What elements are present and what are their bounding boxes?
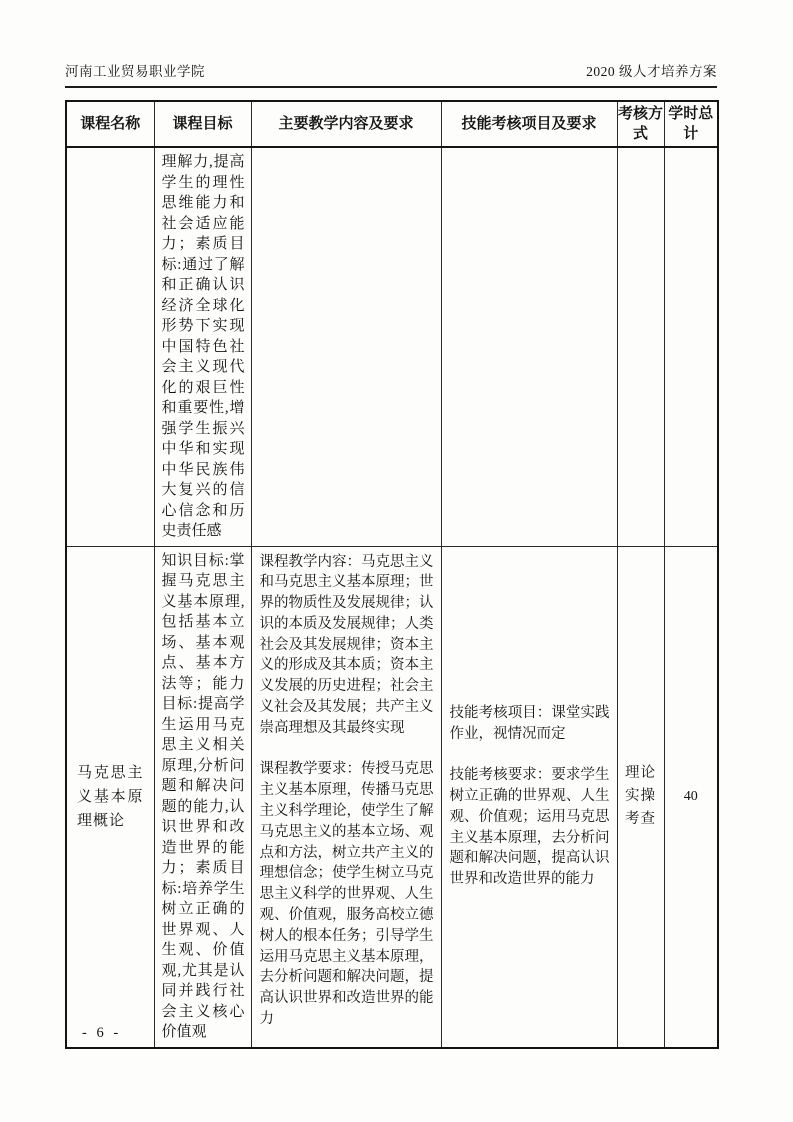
cell-skill-assessment-empty	[441, 147, 617, 546]
cell-total-hours-empty	[664, 147, 718, 546]
cell-skill-assessment	[441, 546, 617, 1048]
course-objectives-text: 理解力,提高学生的理性思维能力和社会适应能力；素质目标:通过了解和正确认识经济全球化形势下实现中国特色社会主义现代化的艰巨性和重要性,增强学生振兴中华和实现中华民族伟大复兴的信心信念和历史责任感	[161, 154, 245, 539]
teaching-content-paragraph: 课程教学内容：马克思主义和马克思主义基本原理；世界的物质性及发展规律；认识的本质及发展规律；人类社会及其发展规律；资本主义的形成及其本质；资本主义发展的历史进程；社会主义社会及其发展；共产主义崇高理想及其最终实现	[259, 553, 434, 736]
cell-teaching-content	[251, 546, 441, 1048]
page-header	[65, 63, 717, 88]
cell-course-objectives	[154, 546, 251, 1048]
teaching-requirements-paragraph: 课程教学要求：传授马克思主义基本原理，传播马克思主义科学理论，使学生了解马克思主义的基本立场、观点和方法，树立共产主义的理想信念；使学生树立马克思主义科学的世界观、人生观、价值观，服务高校立德树人的根本任务；引导学生运用马克思主义基本原理，去分析问题和解决问题，提高认识世界和改造世界的能力	[259, 761, 434, 1028]
assessment-requirements-paragraph: 技能考核要求：要求学生树立正确的世界观、人生观、价值观；运用马克思主义基本原理，去分析问题和解决问题，提高认识世界和改造世界的能力	[449, 767, 610, 888]
col-header-course-name: 课程名称	[66, 101, 154, 147]
cell-course-name	[66, 546, 154, 1048]
cell-assessment-method	[617, 546, 664, 1048]
col-header-skill-assessment: 技能考核项目及要求	[441, 101, 617, 147]
header-school-name: 河南工业贸易职业学院	[65, 64, 205, 79]
cell-assessment-method-empty	[617, 147, 664, 546]
cell-teaching-content-empty	[251, 147, 441, 546]
table-row-continuation	[66, 147, 718, 546]
assessment-method-text: 理论实操考查	[625, 765, 656, 827]
table-header-row	[66, 101, 718, 147]
col-header-teaching-content: 主要教学内容及要求	[251, 101, 441, 147]
col-header-course-objectives: 课程目标	[154, 101, 251, 147]
assessment-project-paragraph: 技能考核项目：课堂实践作业，视情况而定	[449, 704, 610, 742]
col-header-total-hours: 学时总计	[664, 101, 718, 147]
total-hours-value: 40	[683, 788, 698, 804]
table-row-marxism-course	[66, 546, 718, 1048]
col-header-assessment-method: 考核方式	[617, 101, 664, 147]
cell-total-hours	[664, 546, 718, 1048]
cell-course-objectives	[154, 147, 251, 546]
header-program-title: 2020 级人才培养方案	[586, 64, 717, 79]
course-table	[65, 100, 719, 1049]
course-name-text: 马克思主义基本原理概论	[77, 764, 144, 829]
cell-course-name-empty	[66, 147, 154, 546]
course-objectives-text: 知识目标:掌握马克思主义基本原理,包括基本立场、基本观点、基本方法等；能力目标:提高学生运用马克思主义相关原理,分析问题和解决问题的能力,认识世界和改造世界的能力；素质目标:培养学生树立正确的世界观、人生观、价值观,尤其是认同并践行社会主义核心价值观	[161, 552, 245, 1040]
page-number: - 6 -	[82, 1025, 122, 1041]
